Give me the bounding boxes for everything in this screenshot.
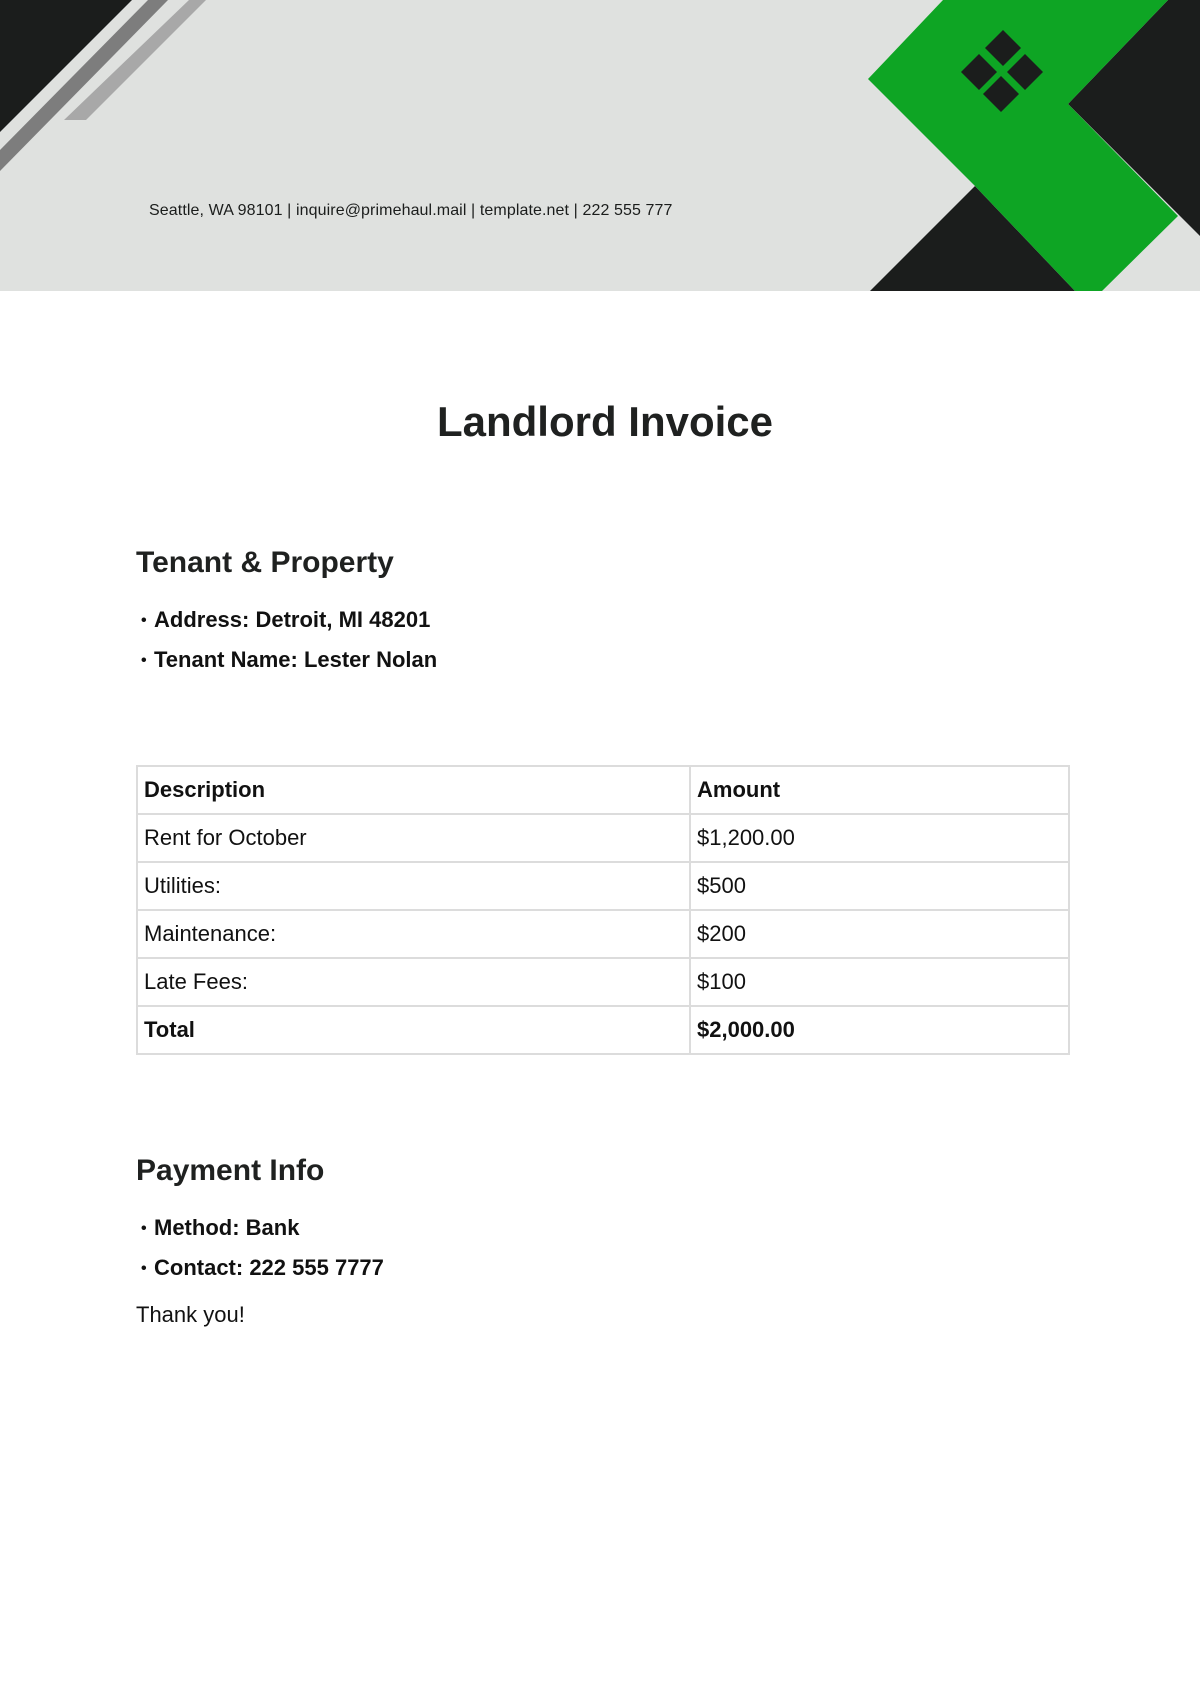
- total-label: Total: [137, 1006, 690, 1054]
- row-description: Utilities:: [137, 862, 690, 910]
- row-description: Late Fees:: [137, 958, 690, 1006]
- row-amount: $500: [690, 862, 1069, 910]
- table-row: [137, 910, 1069, 958]
- row-amount: $1,200.00: [690, 814, 1069, 862]
- header-decoration: [0, 0, 1200, 291]
- column-header-description: Description: [137, 766, 690, 814]
- column-header-amount: Amount: [690, 766, 1069, 814]
- tenant-property-heading: Tenant & Property: [136, 546, 394, 579]
- bullet-dot: •: [141, 1220, 147, 1238]
- bullet-dot: •: [141, 612, 147, 630]
- table-total-row: [137, 1006, 1069, 1054]
- list-item: [141, 1248, 384, 1288]
- table-row: [137, 814, 1069, 862]
- row-description: Maintenance:: [137, 910, 690, 958]
- closing-message: Thank you!: [136, 1302, 245, 1327]
- row-description: Rent for October: [137, 814, 690, 862]
- total-amount: $2,000.00: [690, 1006, 1069, 1054]
- page-title: Landlord Invoice: [436, 398, 774, 445]
- table-row: [137, 958, 1069, 1006]
- table-header-row: [137, 766, 1069, 814]
- corner-dark-shape: [0, 0, 132, 132]
- invoice-table: [136, 765, 1070, 1055]
- tenant-details-list: [141, 600, 437, 680]
- payment-method-item: Method: Bank: [154, 1215, 300, 1240]
- list-item: [141, 600, 437, 640]
- table-row: [137, 862, 1069, 910]
- bullet-dot: •: [141, 1260, 147, 1278]
- page-header: [0, 0, 1200, 291]
- company-contact-line: Seattle, WA 98101 | inquire@primehaul.mail | template.net | 222 555 777: [149, 202, 673, 219]
- list-item: [141, 1208, 384, 1248]
- payment-details-list: [141, 1208, 384, 1288]
- row-amount: $100: [690, 958, 1069, 1006]
- tenant-name-item: Tenant Name: Lester Nolan: [154, 647, 438, 672]
- payment-info-heading: Payment Info: [136, 1154, 325, 1187]
- payment-contact-item: Contact: 222 555 7777: [154, 1255, 384, 1280]
- row-amount: $200: [690, 910, 1069, 958]
- bullet-dot: •: [141, 652, 147, 670]
- list-item: [141, 640, 437, 680]
- address-item: Address: Detroit, MI 48201: [154, 607, 431, 632]
